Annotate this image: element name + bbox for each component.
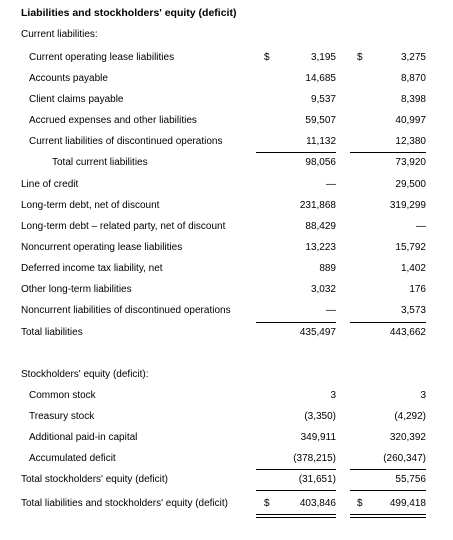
value-col-1: 231,868 [299,200,336,211]
total-liabilities-row [0,325,453,341]
value-col-2: (4,292) [394,411,426,422]
table-row [0,92,453,108]
table-row [0,282,453,298]
row-label: Accumulated deficit [29,453,116,464]
value-col-2: 3 [420,390,426,401]
value-col-1: 9,537 [310,94,336,105]
value-col-1: — [326,305,336,316]
currency-symbol: $ [357,52,363,63]
row-label: Total liabilities and stockholders' equity (deficit) [21,498,229,509]
value-col-1: 14,685 [305,73,336,84]
value-col-2: (260,347) [383,453,426,464]
currency-symbol: $ [357,498,363,509]
subtotal-rule [350,469,426,470]
value-col-1: 403,846 [299,498,336,509]
table-row [0,71,453,87]
value-col-1: 3,032 [310,284,336,295]
value-col-1: 13,223 [305,242,336,253]
value-col-2: 1,402 [400,263,426,274]
row-label: Current operating lease liabilities [29,52,175,63]
value-col-2: 12,380 [395,136,426,147]
value-col-2: 8,398 [400,94,426,105]
value-col-2: 55,756 [395,474,426,485]
row-label: Noncurrent operating lease liabilities [21,242,183,253]
row-label: Total current liabilities [52,157,148,168]
double-underline [256,517,336,518]
table-row [0,240,453,256]
value-col-1: 98,056 [305,157,336,168]
row-label: Common stock [29,390,96,401]
currency-symbol: $ [264,52,270,63]
row-label: Stockholders' equity (deficit): [21,369,149,380]
value-col-2: 443,662 [389,327,426,338]
row-label: Long-term debt, net of discount [21,200,160,211]
value-col-2: — [416,221,426,232]
value-col-2: 499,418 [389,498,426,509]
value-col-2: 8,870 [400,73,426,84]
value-col-2: 320,392 [389,432,426,443]
row-label: Treasury stock [29,411,95,422]
double-underline [350,517,426,518]
current-liabilities-header-row [0,27,453,43]
table-row [0,261,453,277]
value-col-1: 11,132 [306,136,336,147]
value-col-1: 59,507 [305,115,336,126]
row-label: Total stockholders' equity (deficit) [21,474,168,485]
total-current-liabilities-row [0,155,453,171]
value-col-1: 435,497 [299,327,336,338]
total-equity-row [0,472,453,488]
double-underline [256,514,336,515]
subtotal-rule [256,322,336,323]
value-col-2: 3,573 [400,305,426,316]
grand-total-row [0,496,453,512]
table-row [0,219,453,235]
value-col-2: 3,275 [400,52,426,63]
subtotal-rule [256,490,336,491]
table-row [0,113,453,129]
row-label: Long-term debt – related party, net of discount [21,221,226,232]
table-row [0,177,453,193]
value-col-2: 73,920 [395,157,426,168]
value-col-1: (378,215) [293,453,336,464]
subtotal-rule [350,152,426,153]
table-row [0,198,453,214]
section-title: Liabilities and stockholders' equity (deficit) [21,7,237,19]
table-row [0,409,453,425]
row-label: Noncurrent liabilities of discontinued operations [21,305,231,316]
table-row [0,430,453,446]
value-col-2: 15,792 [395,242,426,253]
value-col-2: 176 [409,284,426,295]
row-label: Line of credit [21,179,79,190]
table-row [0,451,453,467]
value-col-2: 319,299 [389,200,426,211]
value-col-1: 3 [330,390,336,401]
value-col-1: — [326,179,336,190]
row-label: Accrued expenses and other liabilities [29,115,197,126]
value-col-1: (31,651) [298,474,336,485]
subtotal-rule [350,490,426,491]
row-label: Accounts payable [29,73,108,84]
value-col-2: 29,500 [395,179,426,190]
table-row [0,50,453,66]
value-col-2: 40,997 [395,115,426,126]
value-col-1: 349,911 [300,432,336,443]
value-col-1: (3,350) [304,411,336,422]
double-underline [350,514,426,515]
subtotal-rule [256,152,336,153]
row-label: Current liabilities of discontinued operations [29,136,223,147]
equity-header-row [0,367,453,383]
subtotal-rule [256,469,336,470]
table-row [0,388,453,404]
value-col-1: 889 [319,263,336,274]
row-label: Client claims payable [29,94,124,105]
table-row [0,134,453,150]
value-col-1: 88,429 [305,221,336,232]
row-label: Current liabilities: [21,29,98,40]
value-col-1: 3,195 [310,52,336,63]
row-label: Additional paid-in capital [29,432,138,443]
subtotal-rule [350,322,426,323]
row-label: Deferred income tax liability, net [21,263,163,274]
row-label: Other long-term liabilities [21,284,132,295]
table-row [0,303,453,319]
row-label: Total liabilities [21,327,83,338]
currency-symbol: $ [264,498,270,509]
